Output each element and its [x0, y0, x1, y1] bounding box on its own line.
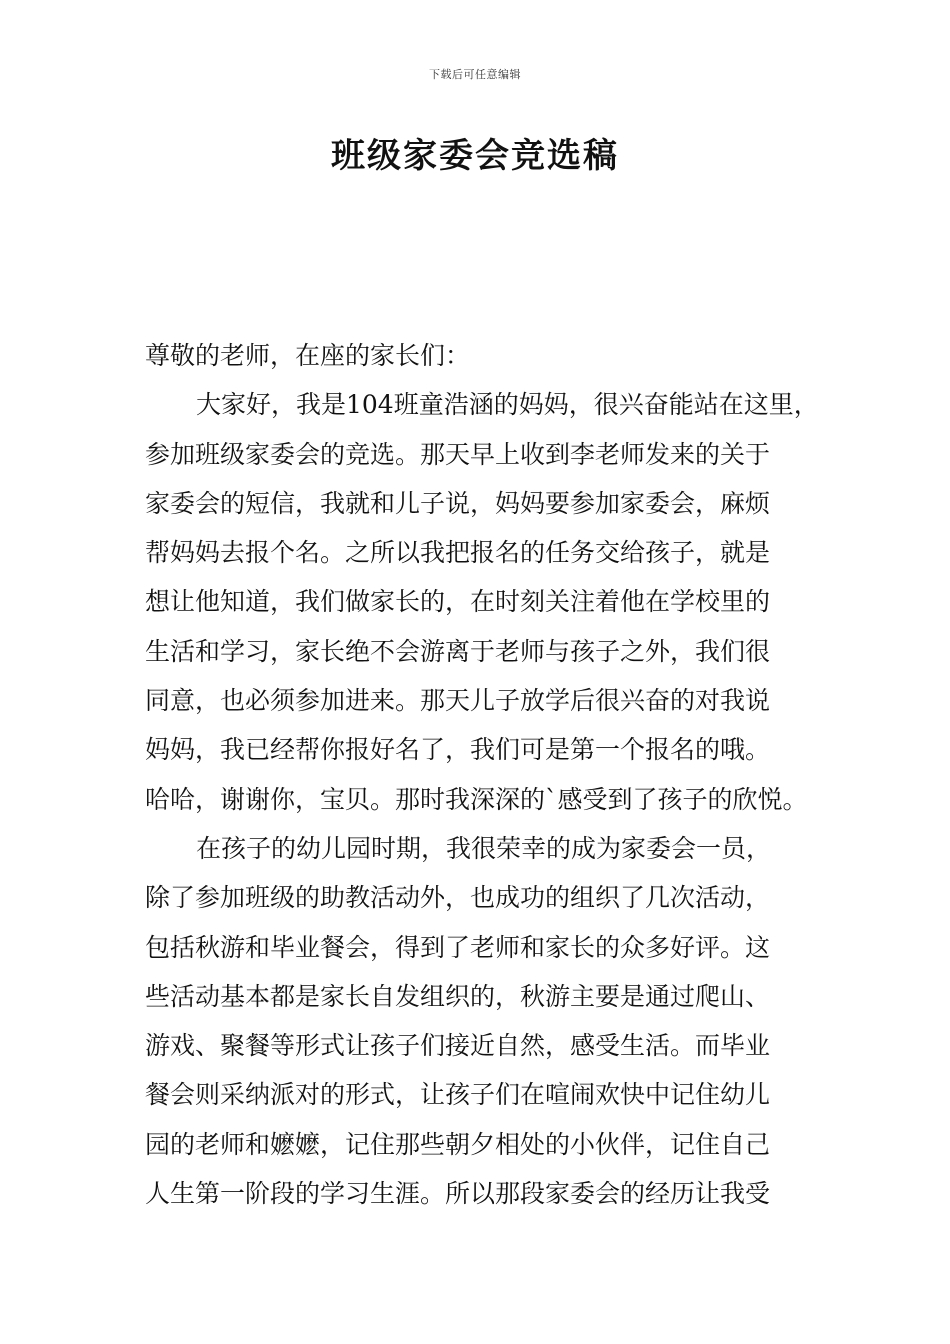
page-title: 班级家委会竞选稿 — [331, 136, 619, 176]
paragraph-line: 哈哈，谢谢你，宝贝。那时我深深的`感受到了孩子的欣悦。 — [145, 784, 808, 814]
paragraph-line: 想让他知道，我们做家长的，在时刻关注着他在学校里的 — [145, 587, 771, 617]
paragraph-line: 游戏、聚餐等形式让孩子们接近自然，感受生活。而毕业 — [145, 1031, 771, 1061]
paragraph-line: 参加班级家委会的竞选。那天早上收到李老师发来的关于 — [145, 439, 771, 469]
paragraph-line: 大家好，我是104班童浩涵的妈妈，很兴奋能站在这里， — [196, 390, 819, 420]
paragraph-line: 包括秋游和毕业餐会，得到了老师和家长的众多好评。这 — [145, 932, 771, 962]
paragraph-line: 些活动基本都是家长自发组织的，秋游主要是通过爬山、 — [145, 981, 771, 1011]
paragraph-line: 在孩子的幼儿园时期，我很荣幸的成为家委会一员， — [196, 833, 772, 863]
paragraph-line: 生活和学习，家长绝不会游离于老师与孩子之外，我们很 — [145, 636, 771, 666]
document-body — [145, 331, 835, 1218]
paragraph-line: 人生第一阶段的学习生涯。所以那段家委会的经历让我受 — [145, 1179, 771, 1209]
paragraph-1 — [145, 380, 835, 824]
paragraph-line: 餐会则采纳派对的形式，让孩子们在喧闹欢快中记住幼儿 — [145, 1080, 771, 1110]
paragraph-line: 家委会的短信，我就和儿子说，妈妈要参加家委会，麻烦 — [145, 488, 771, 518]
header-note: 下载后可任意编辑 — [429, 68, 521, 81]
paragraph-line: 帮妈妈去报个名。之所以我把报名的任务交给孩子，就是 — [145, 538, 771, 568]
greeting-line: 尊敬的老师，在座的家长们： — [145, 341, 471, 370]
paragraph-line: 同意，也必须参加进来。那天儿子放学后很兴奋的对我说 — [145, 686, 771, 716]
paragraph-2 — [145, 824, 835, 1218]
paragraph-line: 妈妈，我已经帮你报好名了，我们可是第一个报名的哦。 — [145, 735, 771, 765]
paragraph-line: 园的老师和嬷嬷，记住那些朝夕相处的小伙伴，记住自己 — [145, 1129, 771, 1159]
paragraph-line: 除了参加班级的助教活动外，也成功的组织了几次活动， — [145, 883, 771, 913]
